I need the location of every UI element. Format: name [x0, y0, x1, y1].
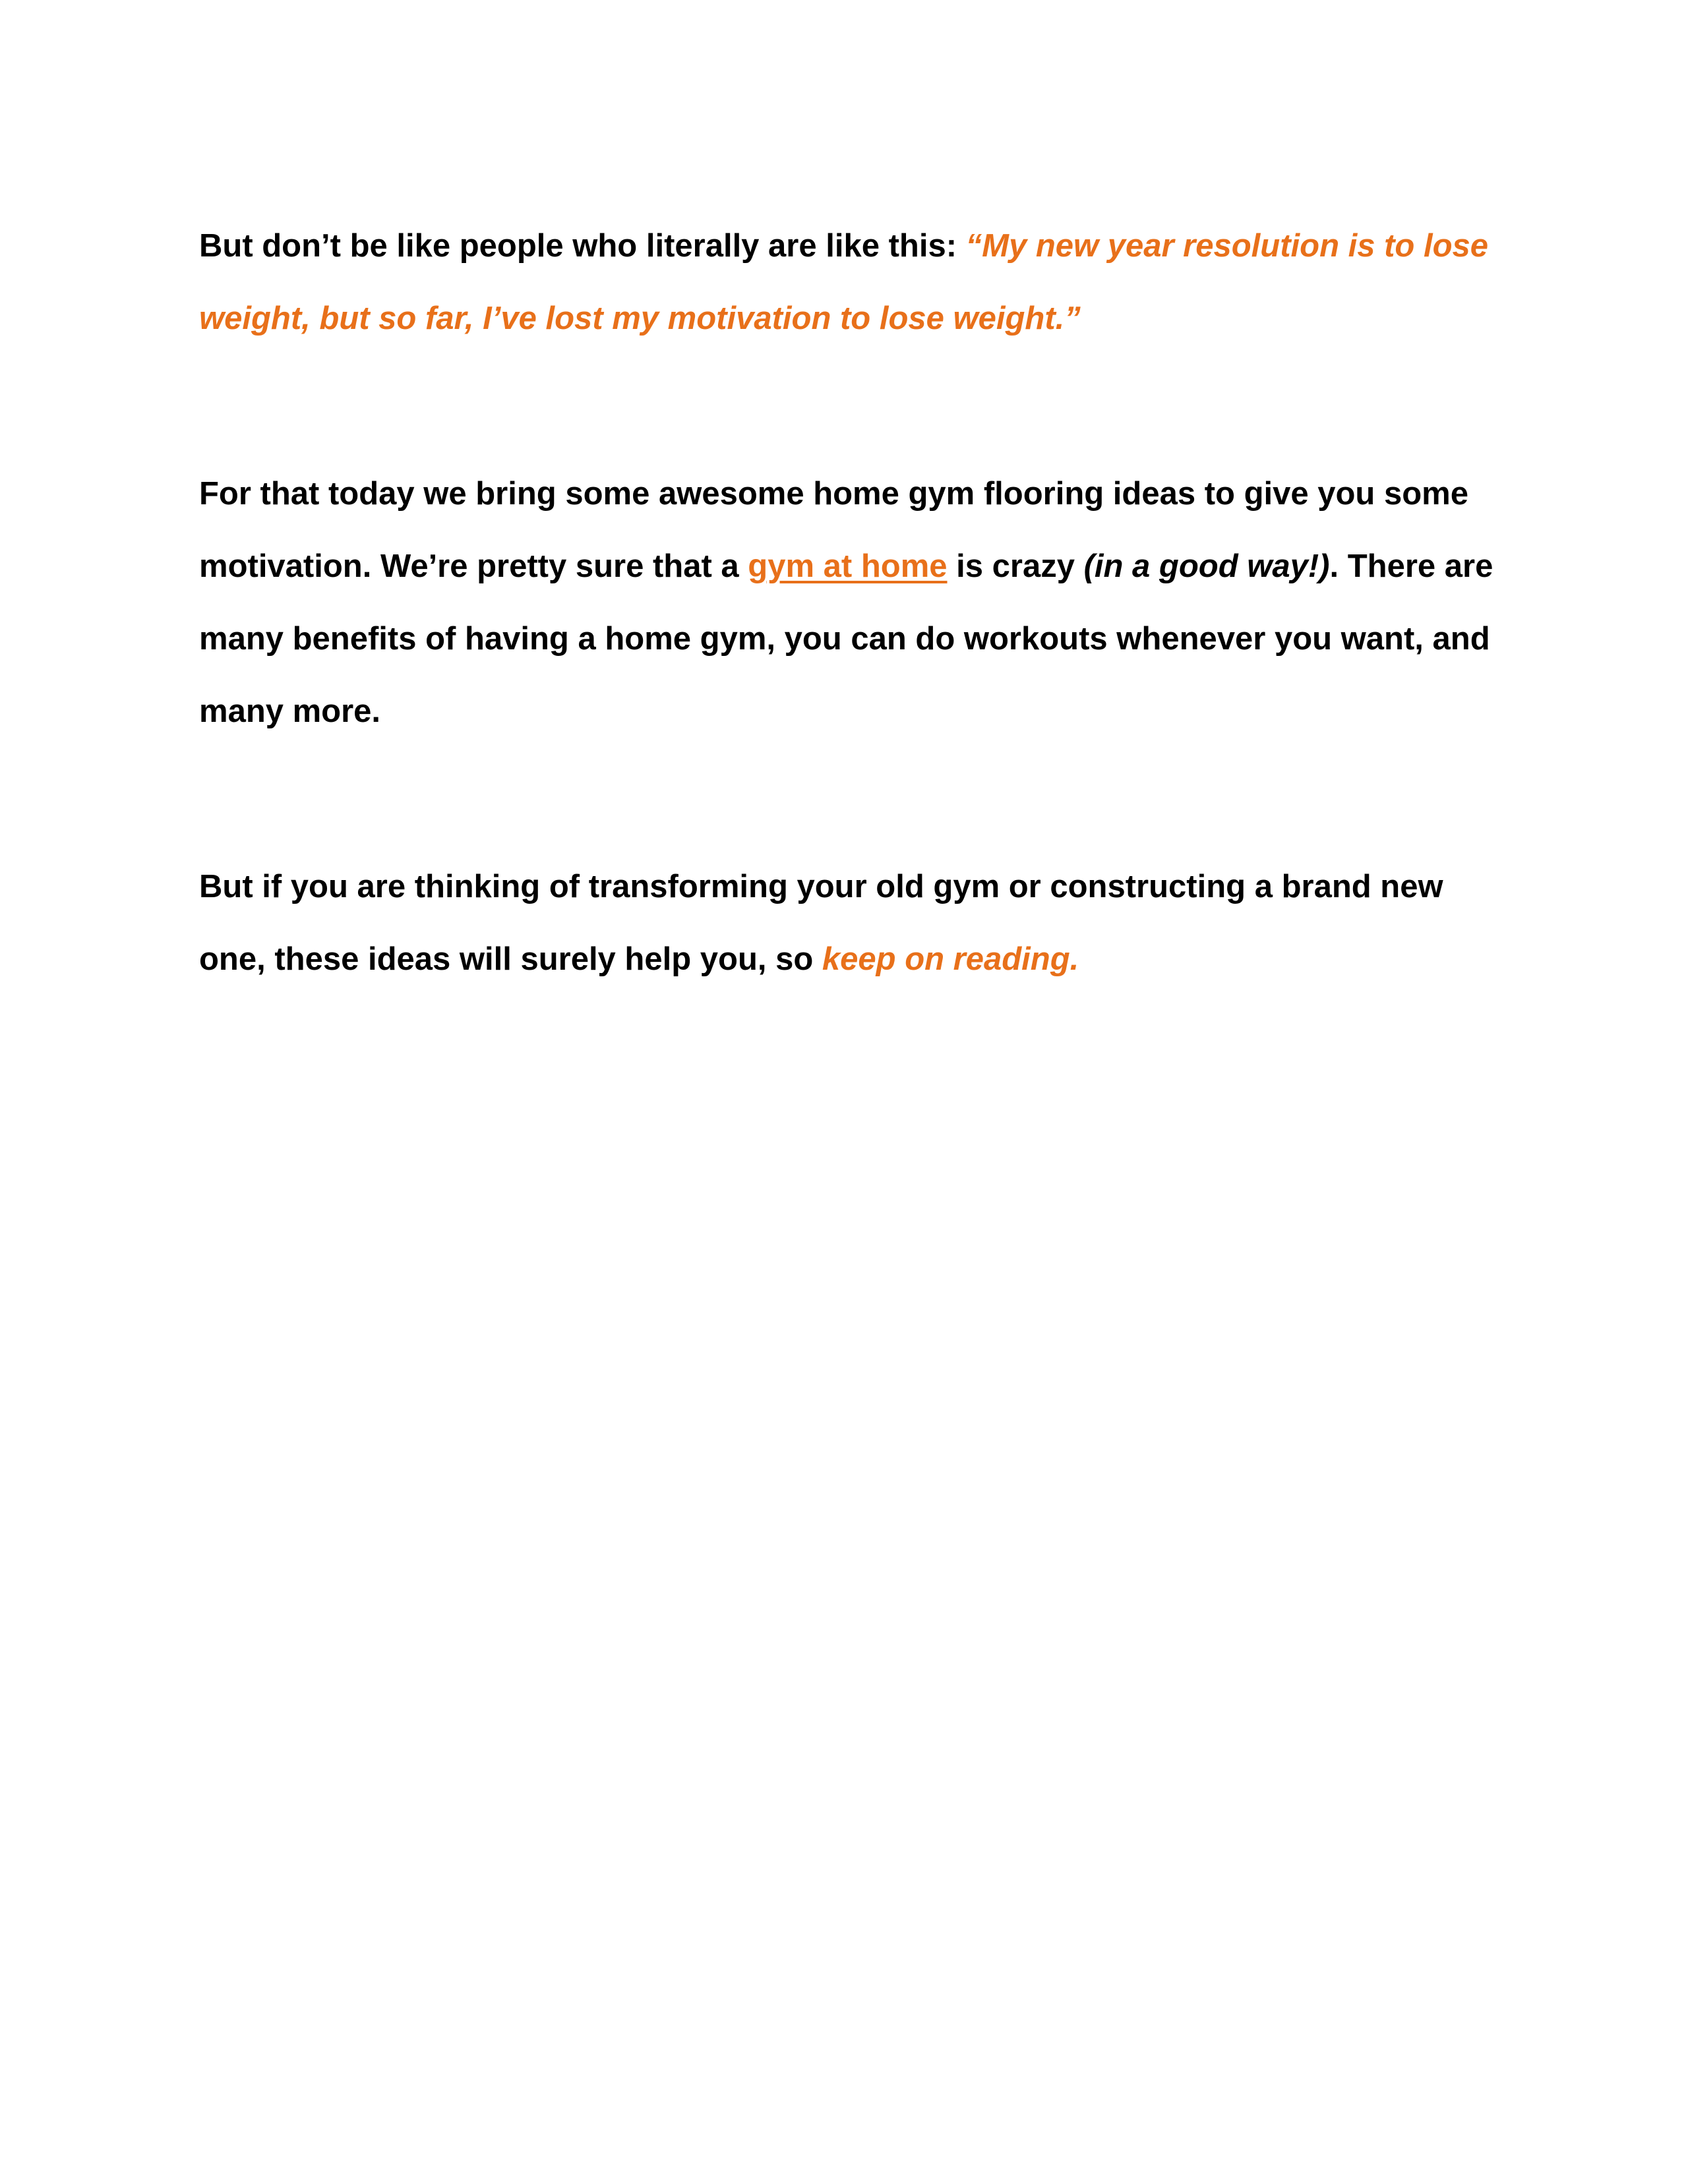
- paragraph-lead-text: But don’t be like people who literally are like this:: [199, 228, 966, 264]
- document-body: [199, 210, 1505, 995]
- gym-at-home-link[interactable]: gym at home: [748, 548, 948, 584]
- paragraph-keep-reading: [199, 850, 1505, 995]
- paragraph-text: . There are many benefits of having a home gym, you can do workouts whenever you want, and many more.: [199, 548, 1493, 729]
- paragraph-text: For that today we bring some awesome home gym flooring ideas to give you some motivation. We’re pretty sure that a: [199, 476, 1468, 584]
- paragraph-resolution: [199, 210, 1505, 355]
- paragraph-text: is crazy: [947, 548, 1084, 584]
- paragraph-text: But if you are thinking of transforming your old gym or constructing a brand new one, these ideas will surely help you, so: [199, 869, 1443, 977]
- paragraph-flooring-ideas: [199, 457, 1505, 748]
- aside-text: (in a good way!): [1083, 548, 1330, 584]
- resolution-quote: “My new year resolution is to lose weight, but so far, I’ve lost my motivation to lose weight.”: [199, 228, 1489, 336]
- keep-reading-text: keep on reading.: [822, 941, 1079, 977]
